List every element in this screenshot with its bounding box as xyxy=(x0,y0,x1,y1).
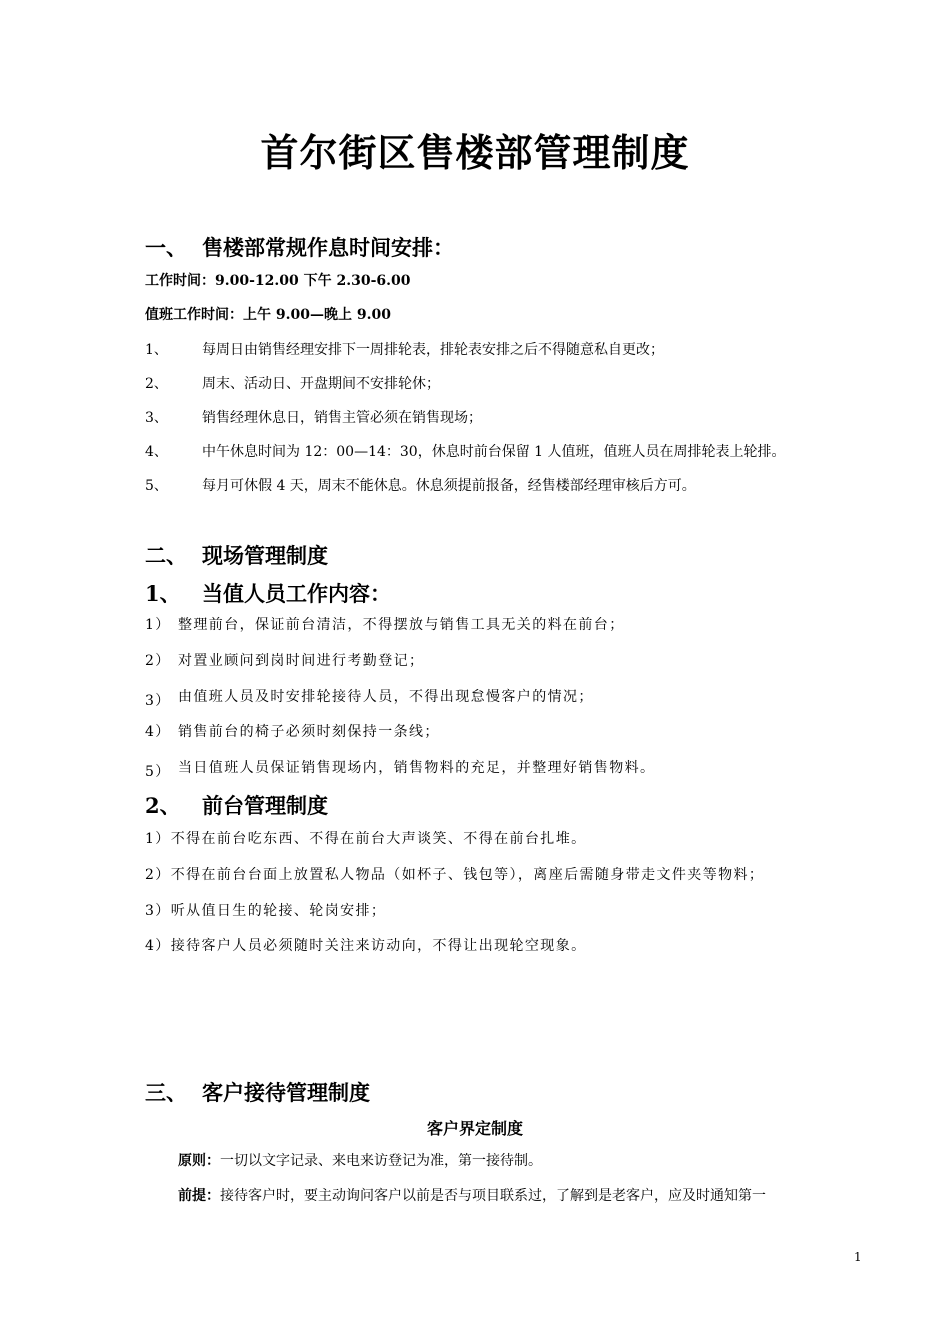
premise-paragraph xyxy=(178,1185,766,1205)
subsection-title: 客户界定制度 xyxy=(426,1119,523,1138)
item-text: 当日值班人员保证销售现场内，销售物料的充足，并整理好销售物料。 xyxy=(178,760,656,776)
item-number: 4、 xyxy=(145,444,168,460)
item-text: 对置业顾问到岗时间进行考勤登记； xyxy=(178,653,425,669)
section-title: 售楼部常规作息时间安排： xyxy=(202,235,454,260)
page-number: 1 xyxy=(854,1250,862,1264)
item-text: 每月可休假 4 天，周末不能休息。休息须提前报备，经售楼部经理审核后方可。 xyxy=(202,478,696,494)
section-title: 客户接待管理制度 xyxy=(202,1080,370,1105)
item-text: 中午休息时间为 12：00—14：30，休息时前台保留 1 人值班，值班人员在周排轮表上轮排。 xyxy=(202,444,786,460)
item-text: 由值班人员及时安排轮接待人员，不得出现怠慢客户的情况； xyxy=(178,689,594,705)
premise-label: 前提： xyxy=(178,1188,220,1204)
section-number: 三、 xyxy=(145,1080,187,1105)
list-item: 1）不得在前台吃东西、不得在前台大声谈笑、不得在前台扎堆。 xyxy=(145,831,587,847)
item-number: 1） xyxy=(145,617,171,633)
duty-time: 值班工作时间：上午 9.00—晚上 9.00 xyxy=(145,307,391,323)
item-text: 销售前台的椅子必须时刻保持一条线； xyxy=(178,724,440,740)
document-title: 首尔街区售楼部管理制度 xyxy=(260,130,690,175)
item-number: 4） xyxy=(145,724,171,740)
item-text: 销售经理休息日，销售主管必须在销售现场； xyxy=(202,410,482,426)
principle-label: 原则： xyxy=(178,1153,220,1169)
subsection-number: 2、 xyxy=(145,793,181,818)
section-title: 现场管理制度 xyxy=(202,543,328,568)
premise-text: 接待客户时，要主动询问客户以前是否与项目联系过，了解到是老客户，应及时通知第一 xyxy=(220,1188,766,1204)
principle-paragraph xyxy=(178,1150,542,1170)
item-number: 1、 xyxy=(145,342,168,358)
item-number: 2、 xyxy=(145,376,168,392)
list-item: 4）接待客户人员必须随时关注来访动向，不得让出现轮空现象。 xyxy=(145,938,587,954)
list-item: 2）不得在前台台面上放置私人物品（如杯子、钱包等），离座后需随身带走文件夹等物料； xyxy=(145,867,765,883)
work-time: 工作时间：9.00-12.00 下午 2.30-6.00 xyxy=(145,273,411,289)
item-number: 3） xyxy=(145,693,171,709)
principle-text: 一切以文字记录、来电来访登记为准，第一接待制。 xyxy=(220,1153,542,1169)
item-number: 5、 xyxy=(145,478,168,494)
item-number: 5） xyxy=(145,764,171,780)
section-number: 二、 xyxy=(145,543,187,568)
item-text: 周末、活动日、开盘期间不安排轮休； xyxy=(202,376,440,392)
section-number: 一、 xyxy=(145,235,187,260)
item-text: 整理前台，保证前台清洁，不得摆放与销售工具无关的料在前台； xyxy=(178,617,625,633)
subsection-title: 前台管理制度 xyxy=(202,793,328,818)
item-number: 2） xyxy=(145,653,171,669)
subsection-number: 1、 xyxy=(145,581,181,606)
subsection-title: 当值人员工作内容： xyxy=(202,581,391,606)
item-number: 3、 xyxy=(145,410,168,426)
list-item: 3）听从值日生的轮接、轮岗安排； xyxy=(145,903,387,919)
item-text: 每周日由销售经理安排下一周排轮表，排轮表安排之后不得随意私自更改； xyxy=(202,342,664,358)
